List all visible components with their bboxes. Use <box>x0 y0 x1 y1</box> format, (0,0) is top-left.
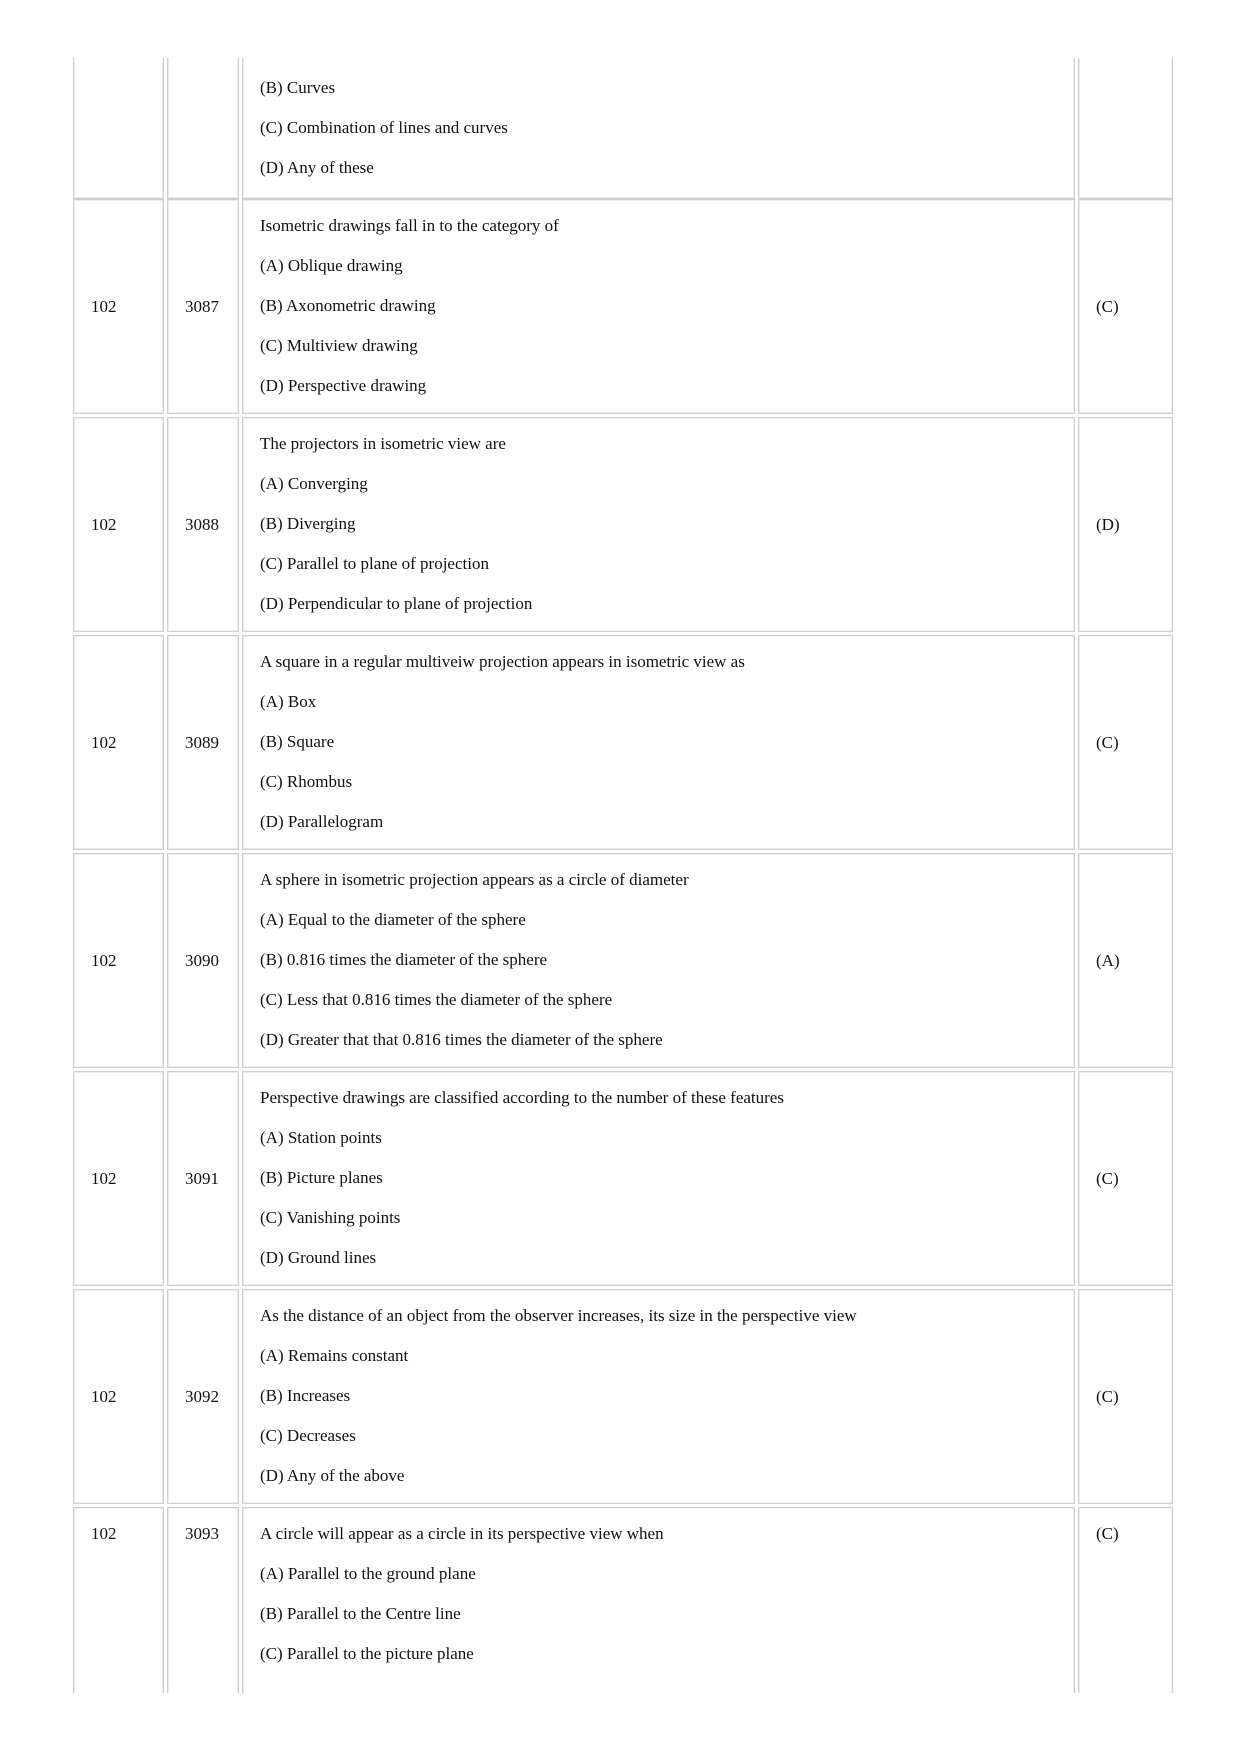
table-row <box>73 1289 1173 1504</box>
question-id-cell: 3087 <box>167 199 239 414</box>
question-cell <box>242 417 1075 632</box>
answer-cell <box>1078 58 1173 199</box>
question-text: A square in a regular multiveiw projection appears in isometric view as <box>260 652 745 671</box>
answer-cell: (C) <box>1078 199 1173 414</box>
question-id-cell: 3092 <box>167 1289 239 1504</box>
option-d: (D) Any of the above <box>260 1466 405 1485</box>
question-cell <box>242 199 1075 414</box>
serial-number-cell: 102 <box>73 635 164 850</box>
serial-number-cell <box>73 58 164 199</box>
option-c: (C) Parallel to plane of projection <box>260 554 489 573</box>
table-row <box>73 199 1173 414</box>
option-d: (D) Perpendicular to plane of projection <box>260 594 533 613</box>
serial-number-cell: 102 <box>73 1507 164 1693</box>
table-row <box>73 635 1173 850</box>
option-a: (A) Converging <box>260 474 368 493</box>
question-table <box>73 58 1173 1696</box>
question-text: Perspective drawings are classified according to the number of these features <box>260 1088 784 1107</box>
question-id-cell: 3090 <box>167 853 239 1068</box>
question-text: The projectors in isometric view are <box>260 434 506 453</box>
option-c: (C) Combination of lines and curves <box>260 118 508 137</box>
option-c: (C) Multiview drawing <box>260 336 418 355</box>
question-cell <box>242 58 1075 199</box>
option-a: (A) Remains constant <box>260 1346 409 1365</box>
option-c: (C) Parallel to the picture plane <box>260 1644 474 1663</box>
question-text: As the distance of an object from the observer increases, its size in the perspective view <box>260 1306 857 1325</box>
option-b: (B) Axonometric drawing <box>260 296 436 315</box>
table-row <box>73 853 1173 1068</box>
option-b: (B) Curves <box>260 78 336 97</box>
question-cell <box>242 1071 1075 1286</box>
answer-cell: (A) <box>1078 853 1173 1068</box>
question-cell <box>242 635 1075 850</box>
table-row <box>73 1507 1173 1693</box>
option-c: (C) Decreases <box>260 1426 356 1445</box>
question-text: Isometric drawings fall in to the category of <box>260 216 559 235</box>
answer-cell: (C) <box>1078 1507 1173 1693</box>
question-id-cell <box>167 58 239 199</box>
option-b: (B) Diverging <box>260 514 356 533</box>
question-id-cell: 3089 <box>167 635 239 850</box>
question-cell <box>242 1289 1075 1504</box>
option-b: (B) Parallel to the Centre line <box>260 1604 461 1623</box>
option-b: (B) Square <box>260 732 335 751</box>
option-d: (D) Parallelogram <box>260 812 384 831</box>
question-id-cell: 3091 <box>167 1071 239 1286</box>
option-d: (D) Ground lines <box>260 1248 377 1267</box>
question-text: A circle will appear as a circle in its perspective view when <box>260 1524 664 1543</box>
question-cell <box>242 853 1075 1068</box>
option-d: (D) Perspective drawing <box>260 376 427 395</box>
serial-number-cell: 102 <box>73 1289 164 1504</box>
question-id-cell: 3088 <box>167 417 239 632</box>
option-a: (A) Station points <box>260 1128 382 1147</box>
serial-number-cell: 102 <box>73 199 164 414</box>
option-a: (A) Box <box>260 692 317 711</box>
option-c: (C) Rhombus <box>260 772 353 791</box>
table-row <box>73 58 1173 196</box>
option-b: (B) Picture planes <box>260 1168 383 1187</box>
option-b: (B) 0.816 times the diameter of the sphere <box>260 950 548 969</box>
option-c: (C) Less that 0.816 times the diameter of the sphere <box>260 990 613 1009</box>
option-a: (A) Oblique drawing <box>260 256 403 275</box>
option-c: (C) Vanishing points <box>260 1208 401 1227</box>
option-a: (A) Parallel to the ground plane <box>260 1564 476 1583</box>
table-row <box>73 417 1173 632</box>
serial-number-cell: 102 <box>73 1071 164 1286</box>
answer-cell: (C) <box>1078 1071 1173 1286</box>
option-a: (A) Equal to the diameter of the sphere <box>260 910 526 929</box>
answer-cell: (C) <box>1078 1289 1173 1504</box>
serial-number-cell: 102 <box>73 417 164 632</box>
option-b: (B) Increases <box>260 1386 351 1405</box>
question-cell <box>242 1507 1075 1693</box>
answer-cell: (D) <box>1078 417 1173 632</box>
question-id-cell: 3093 <box>167 1507 239 1693</box>
serial-number-cell: 102 <box>73 853 164 1068</box>
option-d: (D) Greater that that 0.816 times the diameter of the sphere <box>260 1030 663 1049</box>
answer-cell: (C) <box>1078 635 1173 850</box>
table-row <box>73 1071 1173 1286</box>
question-text: A sphere in isometric projection appears as a circle of diameter <box>260 870 689 889</box>
option-d: (D) Any of these <box>260 158 374 177</box>
